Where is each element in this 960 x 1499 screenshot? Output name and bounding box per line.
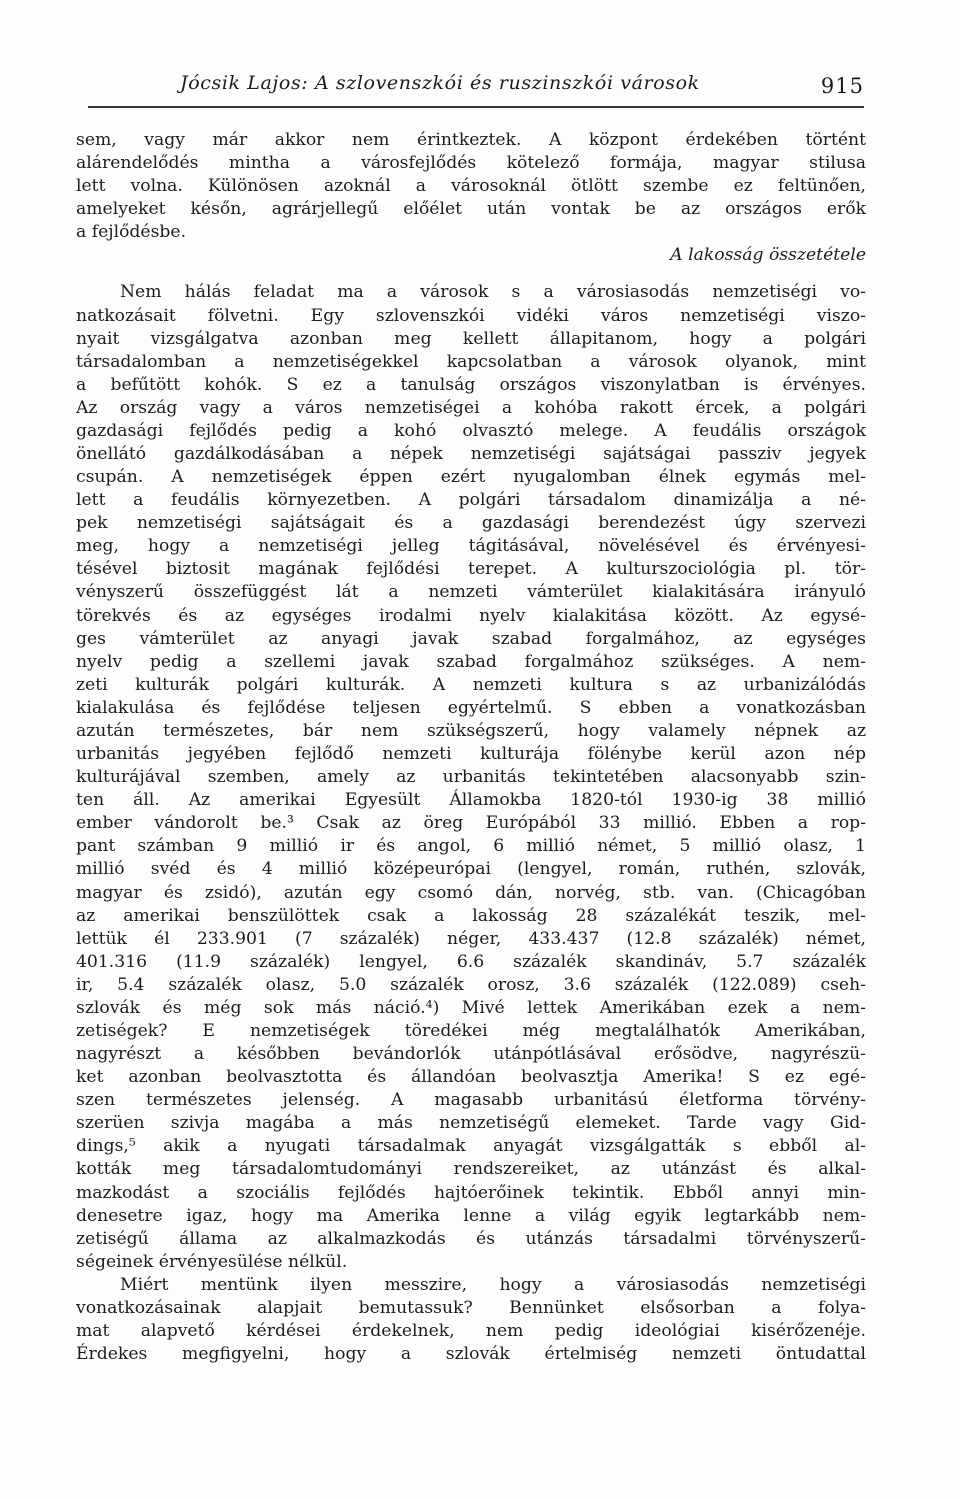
text-line: ges vámterület az anyagi javak szabad forgalmához, az egységes: [76, 628, 866, 649]
text-line: csupán. A nemzetiségek éppen ezért nyugalomban élnek egymás mel-: [76, 467, 866, 488]
text-line: lett a feudális környezetben. A polgári társadalom dinamizálja a né-: [76, 490, 866, 511]
text-line: tésével biztosit magának fejlődési terepet. A kulturszociológia pl. tör-: [76, 559, 866, 580]
text-line: dings,⁵ akik a nyugati társadalmak anyagát vizsgálgatták s ebből al-: [76, 1136, 866, 1157]
text-line: ket azonban beolvasztotta és állandóan beolvasztja Amerika! S ez egé-: [76, 1067, 866, 1088]
text-line: pek nemzetiségi sajátságait és a gazdasági berendezést úgy szervezi: [76, 513, 866, 534]
text-line: ten áll. Az amerikai Egyesült Államokba 1820-tól 1930-ig 38 millió: [76, 790, 866, 811]
text-line: szlovák és még sok más náció.⁴) Mivé lettek Amerikában ezek a nem-: [76, 997, 866, 1018]
text-line: kulturájával szemben, amely az urbanitás tekintetében alacsonyabb szin-: [76, 767, 866, 788]
text-line: kialakulása és fejlődése teljesen egyértelmű. S ebben a vonatkozásban: [76, 697, 866, 718]
text-line: kották meg társadalomtudományi rendszereiket, az utánzást és alkal-: [76, 1159, 866, 1180]
text-line: lettük él 233.901 (7 százalék) néger, 433.437 (12.8 százalék) német,: [76, 928, 866, 949]
text-line: urbanitás jegyében fejlődő nemzeti kulturája fölénybe kerül azon nép: [76, 744, 866, 765]
text-line: önellátó gazdálkodásában a népek nemzetiségi sajátságai passziv jegyek: [76, 444, 866, 465]
text-line: mazkodást a szociális fejlődés hajtóerőinek tekintik. Ebből annyi min-: [76, 1182, 866, 1203]
text-line: nagyrészt a későbben bevándorlók utánpótlásával erősödve, nagyrészü-: [76, 1044, 866, 1065]
text-line: nyelv pedig a szellemi javak szabad forgalmához szükséges. A nem-: [76, 651, 866, 672]
text-line: meg, hogy a nemzetiségi jelleg tágitásával, növelésével és érvényesi-: [76, 536, 866, 557]
text-line: alárendelődés mintha a városfejlődés kötelező formája, magyar stilusa: [76, 153, 866, 174]
text-line: Miért mentünk ilyen messzire, hogy a városiasodás nemzetiségi: [120, 1274, 866, 1295]
text-line: vényszerű összefüggést lát a nemzeti vámterület kialakitására irányuló: [76, 582, 866, 603]
text-line: zetiségű állama az alkalmazkodás és utánzás társadalmi törvényszerű-: [76, 1228, 866, 1249]
text-line: magyar és zsidó), azután egy csomó dán, norvég, stb. van. (Chicagóban: [76, 882, 866, 903]
text-line: gazdasági fejlődés pedig a kohó olvasztó melege. A feudális országok: [76, 420, 866, 441]
text-line: törekvés és az egységes irodalmi nyelv kialakitása között. Az egysé-: [76, 605, 866, 626]
text-line: szen természetes jelenség. A magasabb urbanitású életforma törvény-: [76, 1090, 866, 1111]
text-line: pant számban 9 millió ir és angol, 6 millió német, 5 millió olasz, 1: [76, 836, 866, 857]
text-line: szerüen szivja magába a más nemzetiségű elemeket. Tarde vagy Gid-: [76, 1113, 866, 1134]
page-number: 915: [820, 74, 864, 98]
running-header: [88, 72, 864, 108]
text-line: Nem hálás feladat ma a városok s a városiasodás nemzetiségi vo-: [120, 282, 866, 303]
text-line: ségeinek érvényesülése nélkül.: [76, 1251, 348, 1272]
text-line: ember vándorolt be.³ Csak az öreg Európából 33 millió. Ebben a rop-: [76, 813, 866, 834]
text-line: denesetre igaz, hogy ma Amerika lenne a világ egyik legtarkább nem-: [76, 1205, 866, 1226]
text-line: natkozásait fölvetni. Egy szlovenszkói vidéki város nemzetiségi viszo-: [76, 305, 866, 326]
text-line: a fejlődésbe.: [76, 222, 187, 243]
text-line: Érdekes megfigyelni, hogy a szlovák értelmiség nemzeti öntudattal: [76, 1344, 866, 1365]
section-heading: A lakosság összetétele: [670, 245, 866, 266]
text-line: sem, vagy már akkor nem érintkeztek. A központ érdekében történt: [76, 130, 866, 150]
text-line: társadalomban a nemzetiségekkel kapcsolatban a városok olyanok, mint: [76, 351, 866, 372]
text-line: Az ország vagy a város nemzetiségei a kohóba rakott ércek, a polgári: [76, 397, 866, 418]
text-line: vonatkozásainak alapjait bemutassuk? Bennünket elsősorban a folya-: [76, 1297, 866, 1318]
text-line: az amerikai benszülöttek csak a lakosság 28 százalékát teszik, mel-: [76, 905, 866, 926]
text-line: zetiségek? E nemzetiségek töredékei még megtalálhatók Amerikában,: [76, 1020, 866, 1041]
text-line: amelyeket későn, agrárjellegű előélet után vontak be az országos erők: [76, 199, 866, 220]
body-text: [76, 129, 866, 1366]
text-line: mat alapvető kérdései érdekelnek, nem pedig ideológiai kisérőzenéje.: [76, 1320, 866, 1341]
text-line: ir, 5.4 százalék olasz, 5.0 százalék orosz, 3.6 százalék (122.089) cseh-: [76, 974, 866, 995]
text-line: zeti kulturák polgári kulturák. A nemzeti kultura s az urbanizálódás: [76, 674, 866, 695]
text-line: nyait vizsgálgatva azonban meg kellett állapitanom, hogy a polgári: [76, 328, 866, 349]
text-line: lett volna. Különösen azoknál a városoknál ötlött szembe ez feltünően,: [76, 176, 866, 197]
text-line: a befűtött kohók. S ez a tanulság országos viszonylatban is érvényes.: [76, 374, 866, 395]
text-line: azután természetes, bár nem szükségszerű, hogy valamely népnek az: [76, 720, 866, 741]
text-line: 401.316 (11.9 százalék) lengyel, 6.6 százalék skandináv, 5.7 százalék: [76, 951, 866, 972]
running-title: Jócsik Lajos: A szlovenszkói és ruszinszkói városok: [180, 72, 700, 94]
spacer: [76, 267, 866, 281]
text-line: millió svéd és 4 millió középeurópai (lengyel, román, ruthén, szlovák,: [76, 859, 866, 880]
